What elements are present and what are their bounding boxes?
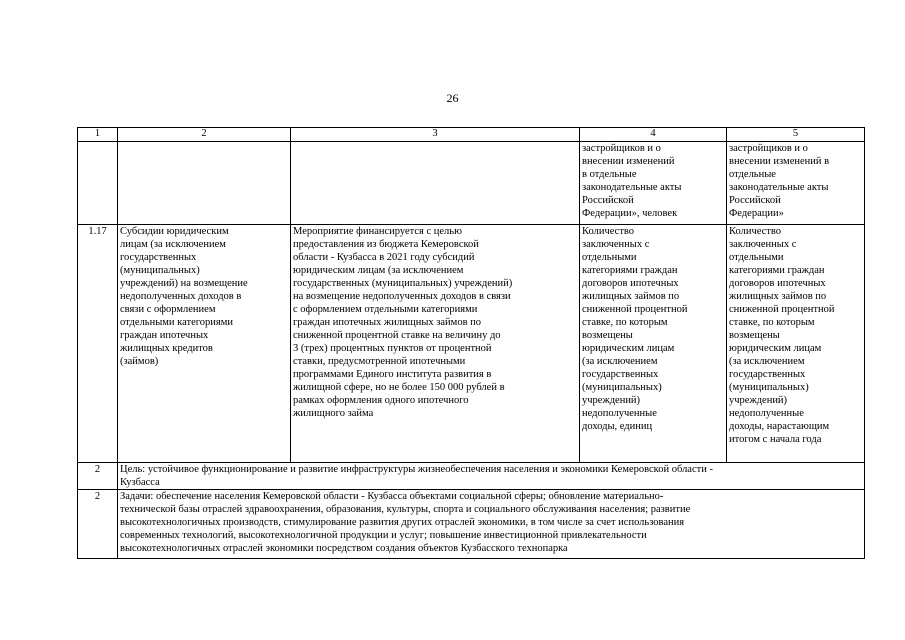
goal-row [78,463,865,490]
measure-name: Субсидии юридическим лицам (за исключением государственных (муниципальных) учреждений) на возмещение недополученных доходов в связи с оформлением отдельными категориями граждан ипотечных жилищных кредитов (займов) [118,225,291,463]
table-row [78,142,865,225]
indicator-name: Количество заключенных с отдельными категориями граждан договоров ипотечных жилищных займов по сниженной процентной ставке, по которым возмещены юридическим лицам (за исключением государственных (муниципальных) учреждений) недополученные доходы, единиц [580,225,727,463]
tasks-number: 2 [78,490,118,559]
goal-number: 2 [78,463,118,490]
tasks-text: Задачи: обеспечение населения Кемеровской области - Кузбасса объектами социальной сферы; обновление материально- технической базы отраслей здравоохранения, образования, культуры, спорта и социального обслуживания населения; развитие высокотехнологичных производств, стимулирование развития других отраслей экономики, в том числе за счет использования современных технологий, высокотехнологичной продукции и услуг; повышение инвестиционной привлекательности высокотехнологичных отраслей экономики посредством создания объектов Кузбасского технопарка [118,490,865,559]
header-col-2: 2 [118,128,291,142]
header-col-5: 5 [727,128,865,142]
row-number: 1.17 [78,225,118,463]
table-header-row [78,128,865,142]
indicator-method: Количество заключенных с отдельными категориями граждан договоров ипотечных жилищных займов по сниженной процентной ставке, по которым возмещены юридическим лицам (за исключением государственных (муниципальных) учреждений) недополученные доходы, нарастающим итогом с начала года [727,225,865,463]
measure-name [118,142,291,225]
goal-text: Цель: устойчивое функционирование и развитие инфраструктуры жизнеобеспечения населения и экономики Кемеровской области - Кузбасса [118,463,865,490]
measure-description [291,142,580,225]
indicator-method: застройщиков и о внесении изменений в отдельные законодательные акты Российской Федерации» [727,142,865,225]
page-number: 26 [446,91,459,105]
program-table [77,127,865,559]
header-col-1: 1 [78,128,118,142]
table-row [78,225,865,463]
header-col-3: 3 [291,128,580,142]
tasks-row [78,490,865,559]
header-col-4: 4 [580,128,727,142]
measure-description: Мероприятие финансируется с целью предоставления из бюджета Кемеровской области - Кузбасса в 2021 году субсидий юридическим лицам (за исключением государственных (муниципальных) учреждений) на возмещение недополученных доходов в связи с оформлением отдельными категориями граждан ипотечных жилищных займов по сниженной процентной ставке на величину до 3 (трех) процентных пунктов от процентной ставки, предусмотренной ипотечными программами Единого института развития в жилищной сфере, но не более 150 000 рублей в рамках оформления одного ипотечного жилищного займа [291,225,580,463]
row-number [78,142,118,225]
indicator-name: застройщиков и о внесении изменений в отдельные законодательные акты Российской Федерации», человек [580,142,727,225]
